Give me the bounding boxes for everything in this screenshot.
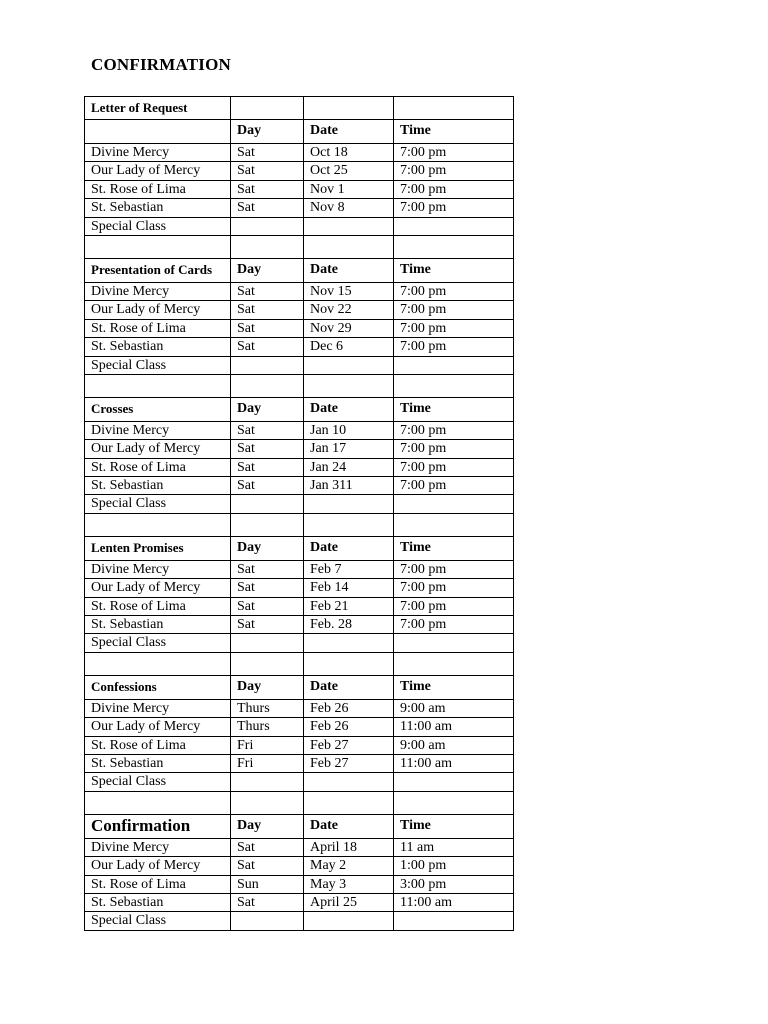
empty-cell — [231, 514, 304, 536]
empty-cell — [394, 653, 513, 675]
time-value: 7:00 pm — [400, 441, 447, 457]
column-header-date: Date — [304, 815, 394, 838]
column-header-day: Day — [231, 815, 304, 838]
time-value: 11 am — [400, 839, 435, 855]
day-value — [231, 634, 304, 651]
table-row — [84, 338, 514, 356]
time-value — [394, 218, 513, 235]
parish-name: Divine Mercy — [85, 839, 231, 856]
table-row — [84, 144, 514, 162]
table-row — [84, 894, 514, 912]
empty-cell — [85, 514, 231, 536]
column-header-day: Day — [231, 259, 304, 282]
table-row — [84, 876, 514, 894]
table-row — [84, 162, 514, 180]
time-value: 7:00 pm — [400, 145, 447, 160]
date-value — [304, 773, 394, 790]
empty-cell — [231, 97, 304, 119]
day-value: Sat — [231, 598, 304, 615]
day-value: Sat — [231, 162, 304, 179]
parish-name: Our Lady of Mercy — [85, 301, 231, 318]
section-title: Lenten Promises — [85, 537, 231, 560]
parish-name: Divine Mercy — [85, 700, 231, 717]
column-header-date: Date — [304, 398, 394, 421]
date-value: Nov 15 — [304, 283, 394, 300]
empty-cell — [394, 97, 513, 119]
empty-cell — [304, 653, 394, 675]
empty-cell — [394, 375, 513, 397]
date-value: Nov 29 — [304, 320, 394, 337]
table-row — [84, 857, 514, 875]
parish-name: Our Lady of Mercy — [85, 579, 231, 596]
day-value: Fri — [231, 755, 304, 772]
table-row — [84, 634, 514, 652]
day-value: Thurs — [231, 718, 304, 735]
date-value: Feb 7 — [304, 561, 394, 578]
empty-cell — [85, 792, 231, 814]
time-value: 7:00 pm — [400, 617, 447, 633]
column-header-date: Date — [304, 120, 394, 143]
parish-name: St. Rose of Lima — [85, 320, 231, 337]
parish-name: Divine Mercy — [85, 422, 231, 439]
empty-cell — [394, 792, 513, 814]
table-row — [84, 477, 514, 495]
column-header-time: Time — [400, 678, 431, 694]
column-header-date: Date — [304, 537, 394, 560]
day-value: Sat — [231, 440, 304, 457]
time-value — [394, 357, 513, 374]
column-header-day: Day — [231, 120, 304, 143]
day-value — [231, 357, 304, 374]
section-title: Confirmation — [85, 815, 231, 838]
time-value: 11:00 am — [400, 894, 452, 910]
spacer-row — [84, 375, 514, 398]
section-header-row — [84, 815, 514, 839]
time-value: 7:00 pm — [400, 459, 447, 475]
day-value: Sat — [231, 561, 304, 578]
day-value — [231, 773, 304, 790]
column-header-day: Day — [231, 676, 304, 699]
parish-name: Our Lady of Mercy — [85, 857, 231, 874]
parish-name: St. Sebastian — [85, 199, 231, 216]
empty-cell — [85, 653, 231, 675]
section-title: Presentation of Cards — [85, 259, 231, 282]
document-title: CONFIRMATION — [91, 55, 231, 74]
day-value — [231, 218, 304, 235]
date-value: April 25 — [304, 894, 394, 911]
time-value: 11:00 am — [400, 755, 452, 771]
parish-name: St. Rose of Lima — [85, 459, 231, 476]
table-row — [84, 422, 514, 440]
day-value: Sat — [231, 579, 304, 596]
date-value: Feb 26 — [304, 718, 394, 735]
section-header-row — [84, 398, 514, 422]
table-row — [84, 301, 514, 319]
table-row — [84, 616, 514, 634]
section-header-row — [84, 676, 514, 700]
time-value: 7:00 pm — [400, 283, 447, 299]
table-row — [84, 737, 514, 755]
day-value: Sat — [231, 301, 304, 318]
table-row — [84, 357, 514, 375]
date-value: Jan 17 — [304, 440, 394, 457]
day-value: Sat — [231, 338, 304, 355]
time-value: 7:00 pm — [400, 598, 447, 614]
empty-cell — [304, 236, 394, 258]
parish-name: Special Class — [85, 357, 231, 374]
section-title-row — [84, 96, 514, 120]
time-value: 7:00 pm — [400, 320, 447, 336]
date-value: Feb 27 — [304, 737, 394, 754]
table-row — [84, 912, 514, 930]
spacer-row — [84, 792, 514, 815]
date-value: Nov 8 — [304, 199, 394, 216]
empty-cell — [85, 236, 231, 258]
date-value — [304, 912, 394, 929]
empty-cell — [394, 236, 513, 258]
parish-name: Divine Mercy — [85, 283, 231, 300]
empty-cell — [85, 375, 231, 397]
table-row — [84, 839, 514, 857]
column-header-time: Time — [400, 123, 431, 138]
schedule-table — [84, 96, 514, 931]
time-value: 7:00 pm — [400, 181, 447, 197]
column-header-date: Date — [304, 676, 394, 699]
day-value — [231, 912, 304, 929]
column-header-time: Time — [400, 539, 431, 555]
date-value: May 2 — [304, 857, 394, 874]
parish-name: Special Class — [85, 634, 231, 651]
day-value: Fri — [231, 737, 304, 754]
empty-cell — [231, 375, 304, 397]
time-value: 7:00 pm — [400, 580, 447, 596]
parish-name: St. Rose of Lima — [85, 598, 231, 615]
day-value: Sat — [231, 839, 304, 856]
day-value: Sat — [231, 477, 304, 494]
day-value: Sat — [231, 144, 304, 161]
section-title: Letter of Request — [85, 97, 231, 119]
date-value: Oct 25 — [304, 162, 394, 179]
day-value: Sat — [231, 320, 304, 337]
date-value — [304, 218, 394, 235]
time-value: 9:00 am — [400, 700, 446, 716]
date-value: Jan 10 — [304, 422, 394, 439]
parish-name: St. Sebastian — [85, 755, 231, 772]
parish-name: Our Lady of Mercy — [85, 440, 231, 457]
parish-name: Divine Mercy — [85, 561, 231, 578]
parish-name: Special Class — [85, 495, 231, 512]
date-value: Oct 18 — [304, 144, 394, 161]
table-row — [84, 199, 514, 217]
time-value: 1:00 pm — [400, 858, 447, 874]
column-header-time: Time — [400, 261, 431, 277]
column-header-day: Day — [231, 537, 304, 560]
empty-cell — [304, 97, 394, 119]
table-row — [84, 773, 514, 791]
day-value: Sat — [231, 616, 304, 633]
spacer-row — [84, 514, 514, 537]
time-value — [394, 495, 513, 512]
time-value: 7:00 pm — [400, 200, 447, 216]
time-value: 9:00 am — [400, 737, 446, 753]
table-row — [84, 718, 514, 736]
spacer-row — [84, 653, 514, 676]
table-row — [84, 755, 514, 773]
day-value: Sat — [231, 459, 304, 476]
date-value: Feb 14 — [304, 579, 394, 596]
time-value: 7:00 pm — [400, 339, 447, 355]
empty-cell — [304, 375, 394, 397]
date-value: Feb 27 — [304, 755, 394, 772]
empty-cell — [304, 792, 394, 814]
table-row — [84, 700, 514, 718]
date-value: Feb 26 — [304, 700, 394, 717]
parish-name: St. Sebastian — [85, 338, 231, 355]
section-title: Confessions — [85, 676, 231, 699]
time-value: 7:00 pm — [400, 163, 447, 179]
section-header-row — [84, 537, 514, 561]
empty-cell — [231, 236, 304, 258]
day-value: Sat — [231, 857, 304, 874]
date-value — [304, 495, 394, 512]
section-header-row — [84, 259, 514, 283]
time-value: 7:00 pm — [400, 478, 447, 494]
day-value: Sun — [231, 876, 304, 893]
parish-name: Special Class — [85, 773, 231, 790]
parish-name: St. Sebastian — [85, 616, 231, 633]
parish-name: Special Class — [85, 912, 231, 929]
empty-cell — [231, 653, 304, 675]
time-value: 7:00 pm — [400, 422, 447, 438]
parish-name: St. Rose of Lima — [85, 876, 231, 893]
spacer-row — [84, 236, 514, 259]
table-row — [84, 320, 514, 338]
parish-name: St. Sebastian — [85, 894, 231, 911]
date-value: April 18 — [304, 839, 394, 856]
parish-name: St. Rose of Lima — [85, 181, 231, 198]
time-value — [394, 773, 513, 790]
parish-name: St. Sebastian — [85, 477, 231, 494]
table-row — [84, 598, 514, 616]
time-value: 11:00 am — [400, 719, 452, 735]
table-row — [84, 283, 514, 301]
empty-cell — [85, 120, 231, 143]
time-value — [394, 634, 513, 651]
day-value: Sat — [231, 894, 304, 911]
day-value: Sat — [231, 422, 304, 439]
time-value: 3:00 pm — [400, 876, 447, 892]
column-header-time: Time — [400, 400, 431, 416]
table-row — [84, 218, 514, 236]
column-header-time: Time — [400, 817, 431, 833]
table-row — [84, 579, 514, 597]
parish-name: Our Lady of Mercy — [85, 718, 231, 735]
table-row — [84, 440, 514, 458]
day-value — [231, 495, 304, 512]
date-value — [304, 357, 394, 374]
parish-name: St. Rose of Lima — [85, 737, 231, 754]
date-value: Jan 311 — [304, 477, 394, 494]
parish-name: Divine Mercy — [85, 144, 231, 161]
date-value: Nov 22 — [304, 301, 394, 318]
empty-cell — [304, 514, 394, 536]
empty-cell — [394, 514, 513, 536]
day-value: Sat — [231, 181, 304, 198]
time-value: 7:00 pm — [400, 561, 447, 577]
table-row — [84, 495, 514, 513]
parish-name: Special Class — [85, 218, 231, 235]
column-header-day: Day — [231, 398, 304, 421]
date-value: Nov 1 — [304, 181, 394, 198]
date-value: Feb. 28 — [304, 616, 394, 633]
date-value: May 3 — [304, 876, 394, 893]
column-header-date: Date — [304, 259, 394, 282]
empty-cell — [231, 792, 304, 814]
table-row — [84, 561, 514, 579]
column-header-row — [84, 120, 514, 144]
section-title: Crosses — [85, 398, 231, 421]
date-value: Dec 6 — [304, 338, 394, 355]
date-value: Feb 21 — [304, 598, 394, 615]
date-value — [304, 634, 394, 651]
table-row — [84, 181, 514, 199]
time-value — [394, 912, 513, 929]
table-row — [84, 459, 514, 477]
time-value: 7:00 pm — [400, 302, 447, 318]
day-value: Thurs — [231, 700, 304, 717]
day-value: Sat — [231, 199, 304, 216]
day-value: Sat — [231, 283, 304, 300]
date-value: Jan 24 — [304, 459, 394, 476]
parish-name: Our Lady of Mercy — [85, 162, 231, 179]
